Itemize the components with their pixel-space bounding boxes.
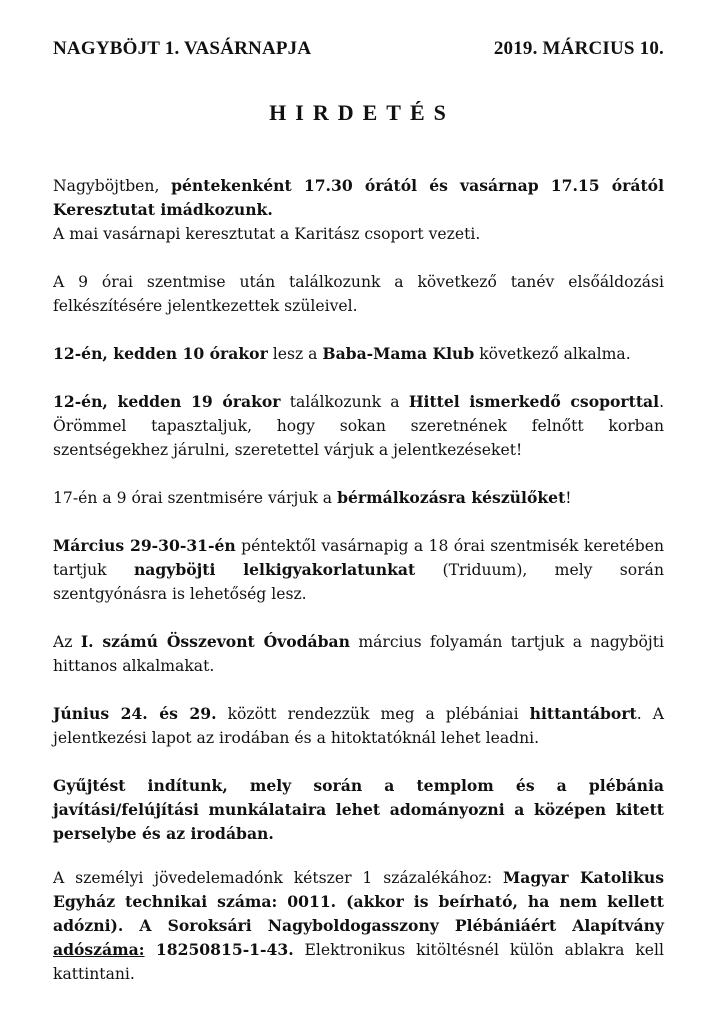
text: Az: [53, 633, 81, 651]
paragraph-kindergarten: [53, 630, 664, 678]
text: A személyi jövedelemadónk kétszer 1 százalékához:: [53, 869, 503, 887]
page-title: HIRDETÉS: [269, 100, 455, 125]
text: találkozunk a: [280, 393, 409, 411]
header-date: 2019. MÁRCIUS 10.: [493, 38, 664, 59]
text: . A jelentkezési lapot az irodában és a hitoktatóknál lehet leadni.: [53, 705, 664, 747]
emphasis: Június 24. és 29.: [53, 704, 217, 723]
emphasis: péntekenként 17.30 órától és vasárnap 17.15 órától Keresztutat imádkozunk.: [53, 176, 665, 219]
text: A 9 órai szentmise után találkozunk a következő tanév elsőáldozási felkészítésére jelentkezettek szüleivel.: [53, 273, 664, 315]
emphasis: Hittel ismerkedő csoporttal: [408, 392, 660, 411]
emphasis: hittantábort: [529, 704, 637, 723]
text: március folyamán tartjuk a nagyböjti hittanos alkalmakat.: [53, 633, 664, 675]
emphasis: Március 29-30-31-én: [53, 536, 236, 555]
header-occasion: NAGYBÖJT 1. VASÁRNAPJA: [53, 38, 312, 59]
tax-number-label: adószáma:: [53, 940, 145, 959]
text: Nagyböjtben,: [53, 177, 172, 195]
text: péntektől vasárnapig a 18 órai szentmisék keretében tartjuk: [53, 537, 664, 579]
announcement-body: [53, 174, 664, 1010]
paragraph-collection: [53, 774, 664, 846]
emphasis: bérmálkozásra készülőket: [337, 488, 566, 507]
emphasis: Gyűjtést indítunk, mely során a templom és a plébánia javítási/felújítási munkálataira lehet adományozni a középen kitett perselybe és az irodában.: [53, 776, 664, 843]
text: között rendezzük meg a plébániai: [216, 705, 530, 723]
paragraph-baba-mama-klub: [53, 342, 664, 366]
text: !: [565, 489, 572, 507]
tax-number: 18250815-1-43.: [144, 940, 294, 959]
text: A mai vasárnapi keresztutat a Karitász csoport vezeti.: [53, 225, 481, 243]
emphasis: 12-én, kedden 10 órakor: [53, 344, 268, 363]
text: . Örömmel tapasztaljuk, hogy sokan szeretnének felnőtt korban szentségekhez járulni, szeretettel várjuk a jelentkezéseket!: [53, 393, 665, 459]
paragraph-first-communion: [53, 270, 664, 318]
emphasis: I. számú Összevont Óvodában: [80, 632, 350, 651]
paragraph-confirmation: [53, 486, 664, 510]
paragraph-way-of-cross: [53, 174, 664, 246]
text: lesz a: [267, 345, 323, 363]
emphasis: Magyar Katolikus Egyház technikai száma: 0011. (akkor is beírható, ha nem kellett adózni). A Soroksári Nagyboldogasszony Plébániáért Alapítvány: [53, 868, 664, 935]
text: következő alkalma.: [474, 345, 631, 363]
emphasis: 12-én, kedden 19 órakor: [53, 392, 281, 411]
text: 17-én a 9 órai szentmisére várjuk a: [53, 489, 338, 507]
text: Elektronikus kitöltésnél külön ablakra kell kattintani.: [53, 941, 664, 983]
paragraph-retreat: [53, 534, 664, 606]
paragraph-camp: [53, 702, 664, 750]
emphasis: Baba-Mama Klub: [322, 344, 475, 363]
header: [53, 38, 664, 60]
paragraph-tax-one-percent: [53, 866, 664, 986]
text: (Triduum), mely során szentgyónásra is lehetőség lesz.: [53, 561, 664, 603]
paragraph-faith-group: [53, 390, 664, 462]
emphasis: nagyböjti lelkigyakorlatunkat: [133, 560, 416, 579]
